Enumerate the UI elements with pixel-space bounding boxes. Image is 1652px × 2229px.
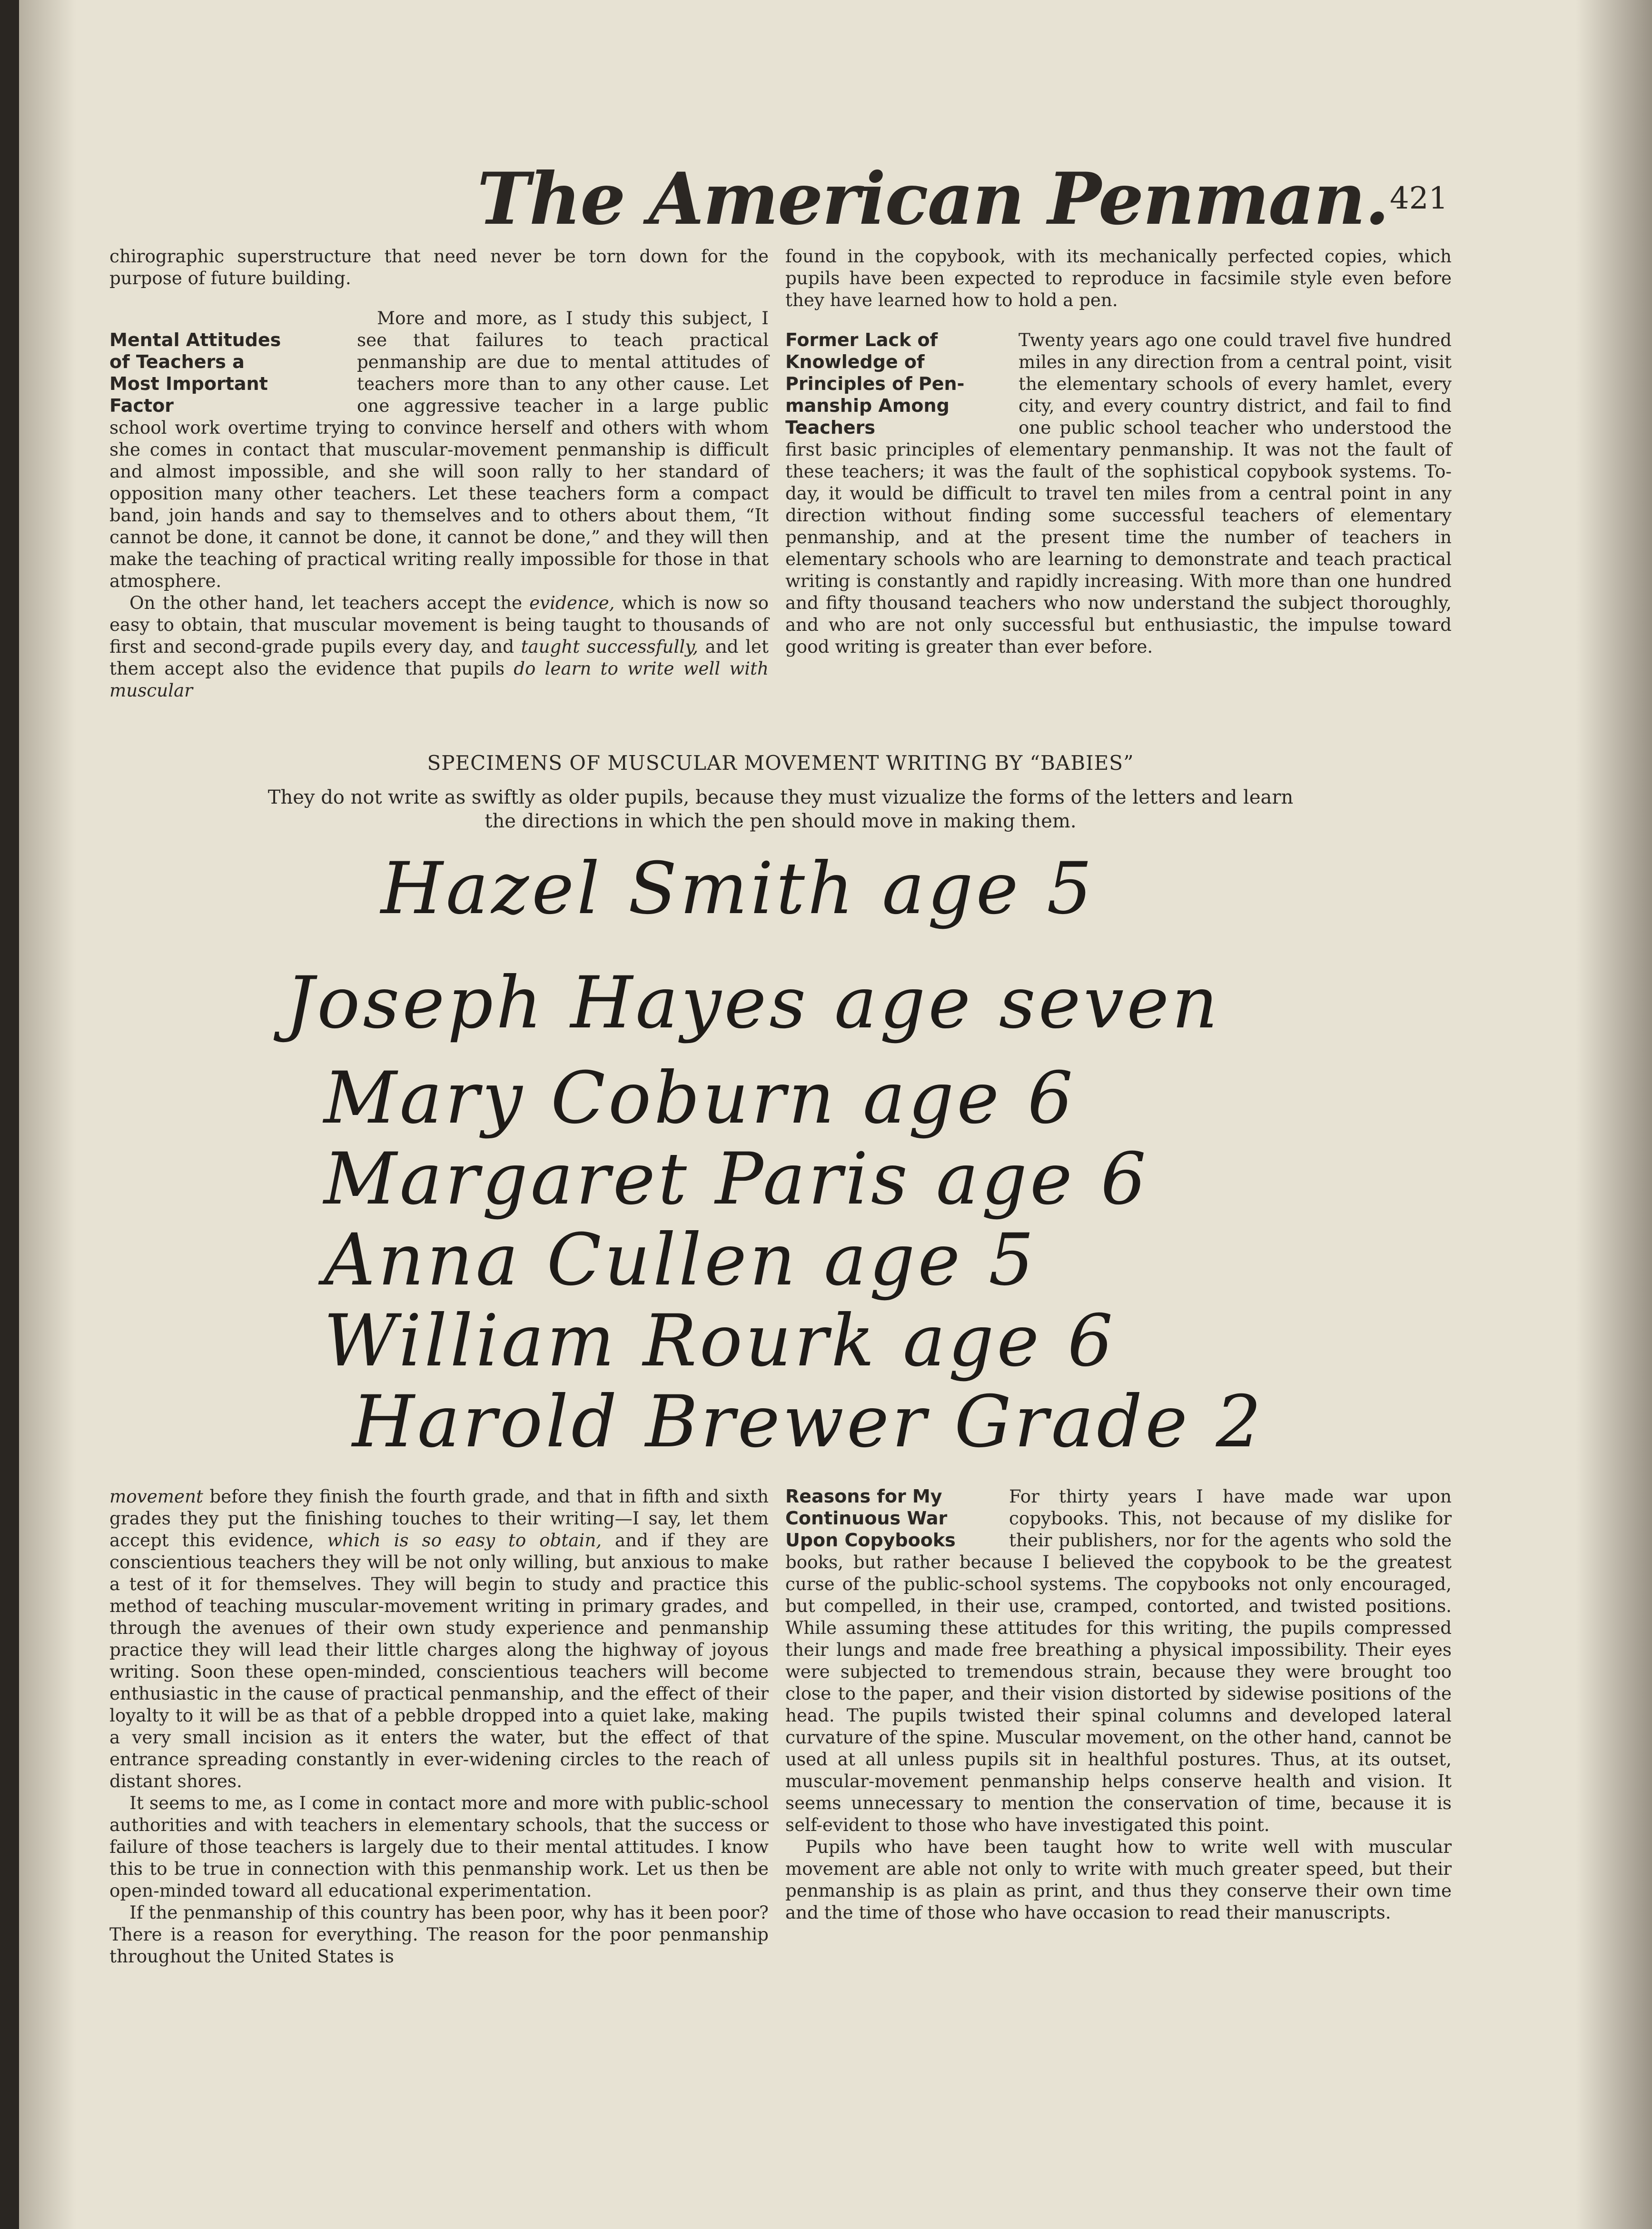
- paragraph: More and more, as I study this subject, I see that failures to teach practical penmanship are due to mental attitudes of teachers more than to any other cause. Let one aggressive teacher in a large public school work overtime trying to convince herself and others with whom she comes in contact that muscular-movement penmanship is difficult and almost impossible, and she will soon rally to her standard of opposition many other teachers. Let these teachers form a compact band, join hands and say to themselves and to others about them, “It cannot be done, it cannot be done, it cannot be done,” and they will then make the teaching of practical writing really impossible for those in that atmosphere.: [109, 308, 769, 591]
- side-heading-line: manship Among: [785, 395, 950, 416]
- side-heading-line: Most Important: [109, 373, 268, 394]
- text-run-italic: evidence,: [529, 592, 615, 613]
- text-run: which is now so easy to obtain, that muscular movement is being taught to thousands of first and second-grade pupils every day, and: [109, 592, 769, 657]
- column-bottom-right: [785, 1485, 1452, 1923]
- side-heading-line: Continuous War: [785, 1508, 948, 1529]
- magazine-page: [19, 0, 1652, 2229]
- handwriting-specimen: William Rourk age 6: [324, 1300, 1116, 1383]
- text-run-italic: which is so easy to obtain,: [327, 1530, 602, 1551]
- paragraph: Pupils who have been taught how to write well with muscular movement are able not only to write with much greater speed, but their penmanship is as plain as print, and thus they conserve their own time and the time of those who have occasion to read their manuscripts.: [785, 1836, 1452, 1923]
- side-heading-former-lack: [785, 329, 1004, 438]
- handwriting-specimen: Margaret Paris age 6: [324, 1138, 1149, 1221]
- paragraph: For thirty years I have made war upon copybooks. This, not because of my dislike for their publishers, nor for the agents who sold the books, but rather because I believed the copybook to be the greatest curse of the public-school systems. The copybooks not only encouraged, but compelled, in their use, cramped, contorted, and twisted positions. While assuming these attitudes for this writing, the pupils compressed their lungs and made free breathing a physical impossibility. Their eyes were subjected to tremendous strain, because they were brought too close to the paper, and their vision distorted by sidewise positions of the head. The pupils twisted their spinal columns and developed lateral curvature of the spine. Muscular movement, on the other hand, cannot be used at all unless pupils sit in healthful postures. Thus, at its outset, muscular-movement penmanship helps conserve health and vision. It seems unnecessary to mention the conservation of time, because it is self-evident to those who have investigated this point.: [785, 1486, 1452, 1835]
- side-heading-line: Teachers: [785, 417, 875, 438]
- text-run: On the other hand, let teachers accept the: [129, 592, 530, 613]
- paragraph: If the penmanship of this country has been poor, why has it been poor? There is a reason for everything. The reason for the poor penmanship throughout the United States is: [109, 1902, 769, 1967]
- handwriting-specimen: Joseph Hayes age seven: [286, 962, 1221, 1045]
- paragraph: It seems to me, as I come in contact more and more with public-school authorities and with teachers in elementary schools, that the success or failure of those teachers is largely due to their mental attitudes. I know this to be true in connection with this penmanship work. Let us then be open-minded toward all educational experimentation.: [109, 1792, 769, 1901]
- side-heading-line: Upon Copybooks: [785, 1530, 956, 1551]
- side-heading-line: Mental Attitudes: [109, 329, 281, 350]
- text-run: before they finish the fourth grade, and that in fifth and sixth grades they put the finishing touches to their writing—I say, let them accept this evidence,: [109, 1486, 769, 1551]
- text-run-italic: do learn to write well with muscular: [109, 658, 769, 701]
- column-bottom-left: [109, 1485, 769, 1967]
- handwriting-specimen: Hazel Smith age 5: [381, 847, 1095, 930]
- text-run-italic: movement: [109, 1486, 203, 1507]
- side-heading-line: Knowledge of: [785, 351, 925, 372]
- specimens-title: SPECIMENS OF MUSCULAR MOVEMENT WRITING BY “BABIES”: [427, 751, 1134, 775]
- text-run: and let them accept also the evidence that pupils: [109, 636, 769, 679]
- side-heading-mental-attitudes: [109, 329, 343, 417]
- side-heading-line: Reasons for My: [785, 1486, 942, 1507]
- text-run-italic: taught successfully,: [521, 636, 699, 657]
- handwriting-specimen: Harold Brewer Grade 2: [352, 1381, 1265, 1463]
- paragraph: [109, 592, 769, 701]
- side-heading-reasons: [785, 1485, 995, 1551]
- specimens-caption: They do not write as swiftly as older pupils, because they must vizualize the forms of the letters and learn the directions in which the pen should move in making them.: [267, 786, 1294, 832]
- paragraph: chirographic superstructure that need never be torn down for the purpose of future building.: [109, 246, 769, 289]
- text-run: and if they are conscientious teachers they will be not only willing, but anxious to make a test of it for themselves. They will begin to study and practice this method of teaching muscular-movement writing in primary grades, and through the avenues of their own study experience and penmanship practice they will lead their little charges along the highway of joyous writing. Soon these open-minded, conscientious teachers will become enthusiastic in the cause of practical penmanship, and the effect of their loyalty to it will be as that of a pebble dropped into a quiet lake, making a very small incision as it enters the water, but the effect of that entrance spreading constantly in ever-widening circles to the reach of distant shores.: [109, 1530, 769, 1791]
- masthead-logo: The American Penman.: [477, 157, 1389, 241]
- handwriting-specimen: Anna Cullen age 5: [324, 1219, 1037, 1302]
- handwriting-specimen: Mary Coburn age 6: [324, 1057, 1076, 1140]
- column-top-right: [785, 245, 1452, 657]
- side-heading-line: Former Lack of: [785, 329, 938, 350]
- side-heading-line: Factor: [109, 395, 174, 416]
- paragraph: [109, 1485, 769, 1792]
- paragraph: Twenty years ago one could travel five hundred miles in any direction from a central point, visit the elementary schools of every hamlet, every city, and every country district, and fail to find one public school teacher who understood the first basic principles of elementary penmanship. It was not the fault of these teachers; it was the fault of the sophistical copybook systems. To-day, it would be difficult to travel ten miles from a central point in any direction without finding some successful teachers of elementary penmanship, and at the present time the number of teachers in elementary schools who are learning to demonstrate and teach practical writing is constantly and rapidly increasing. With more than one hundred and fifty thousand teachers who now understand the subject thoroughly, and who are not only successful but enthusiastic, the impulse toward good writing is greater than ever before.: [785, 329, 1452, 657]
- side-heading-line: of Teachers a: [109, 351, 245, 372]
- column-top-left: [109, 245, 769, 701]
- side-heading-line: Principles of Pen-: [785, 373, 965, 394]
- page-number: 421: [1390, 181, 1448, 216]
- paragraph: found in the copybook, with its mechanically perfected copies, which pupils have been expected to reproduce in facsimile style even before they have learned how to hold a pen.: [785, 246, 1452, 310]
